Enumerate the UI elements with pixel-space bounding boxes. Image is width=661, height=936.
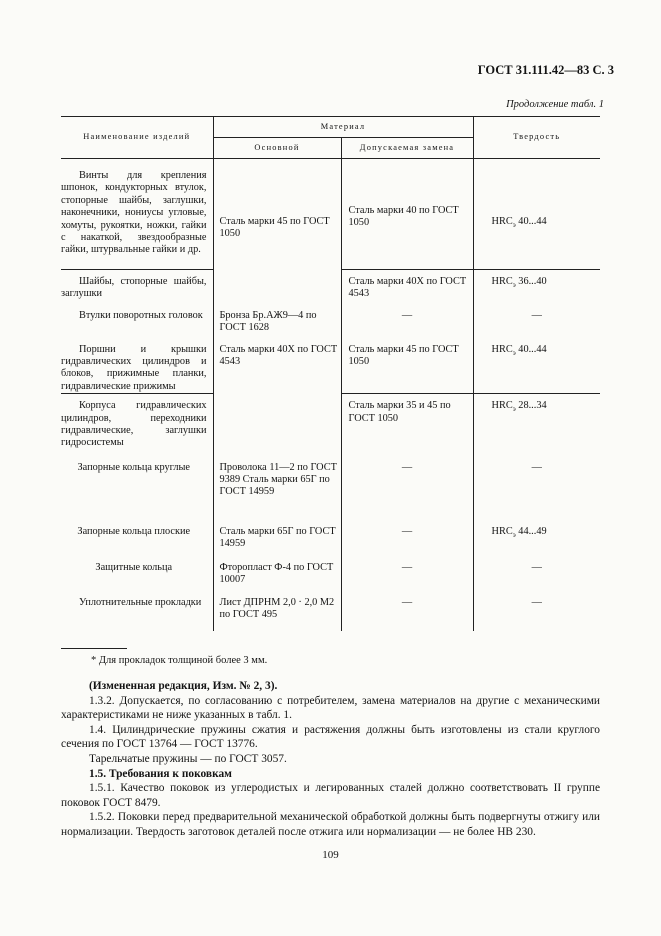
- header-material: Материал: [213, 117, 473, 138]
- cell-hardness: $HRC_э$ 40...44: [473, 159, 600, 270]
- cell-name: Уплотнительные прокладки: [79, 596, 202, 608]
- cell-basic: Проволока 11—2 по ГОСТ 9389 Сталь марки 65Г по ГОСТ 14959: [213, 457, 341, 520]
- cell-name: Поршни и крышки гидравлических цилиндров и блоков, прижимные планки, гидравлические прижимы: [61, 336, 213, 394]
- header-name: Наименование изделий: [83, 132, 191, 142]
- paragraph: Тарельчатые пружины — по ГОСТ 3057.: [89, 752, 287, 765]
- cell-name: Шайбы, стопорные шайбы, заглушки: [61, 276, 207, 300]
- table-row: [61, 520, 600, 558]
- table-row: [61, 302, 600, 336]
- cell-name: Винты для крепления шпонок, кондукторных втулок, стопорные шайбы, заглушки, наконечники, нониусы угловые, хомуты, рукоятки, ножки, гайки с накаткой, звездообразные гайки, штурвальные гайки и др.: [61, 159, 213, 270]
- cell-substitute: —: [341, 591, 473, 631]
- table-row: [61, 336, 600, 394]
- table-row: [61, 457, 600, 520]
- cell-substitute: —: [341, 457, 473, 520]
- cell-name: Защитные кольца: [95, 561, 173, 573]
- paragraph: 1.5.2. Поковки перед предварительной механической обработкой должны быть подвергнуты отжигу или нормализации. Твердость заготовок деталей после отжига или нормализации — не более НВ 230.: [61, 811, 600, 838]
- footnote: * Для прокладок толщиной более 3 мм.: [91, 655, 268, 666]
- cell-substitute: Сталь марки 35 и 45 по ГОСТ 1050: [341, 394, 473, 457]
- cell-basic: Лист ДПРНМ 2,0 · 2,0 М2 по ГОСТ 495: [213, 591, 341, 631]
- cell-substitute: Сталь марки 45 по ГОСТ 1050: [341, 336, 473, 394]
- page-number: 109: [322, 849, 339, 861]
- table-row: [61, 159, 600, 270]
- cell-basic: Фторопласт Ф-4 по ГОСТ 10007: [213, 558, 341, 591]
- table-row: [61, 591, 600, 631]
- cell-substitute: —: [341, 520, 473, 558]
- cell-hardness: —: [473, 302, 600, 336]
- cell-substitute: Сталь марки 40Х по ГОСТ 4543: [341, 270, 473, 302]
- materials-table: [61, 116, 600, 631]
- cell-substitute: —: [341, 302, 473, 336]
- cell-name: Корпуса гидравлических цилиндров, переходники гидравлические, заглушки гидросистемы: [61, 400, 207, 449]
- paragraph: 1.4. Цилиндрические пружины сжатия и растяжения должны быть изготовлены из стали круглого сечения по ГОСТ 13764 — ГОСТ 13776.: [61, 723, 600, 751]
- footnote-rule: [61, 648, 127, 649]
- header-basic: Основной: [213, 138, 341, 159]
- document-header: ГОСТ 31.111.42—83 С. 3: [477, 63, 614, 77]
- cell-substitute: Сталь марки 40 по ГОСТ 1050: [341, 159, 473, 270]
- cell-hardness: $HRC_э$ 40...44: [473, 336, 600, 394]
- cell-hardness: $HRC_э$ 36...40: [473, 270, 600, 302]
- cell-basic: Бронза Бр.АЖ9—4 по ГОСТ 1628: [213, 302, 341, 336]
- cell-name: Запорные кольца плоские: [77, 525, 191, 537]
- cell-basic: Сталь марки 65Г по ГОСТ 14959: [213, 520, 341, 558]
- paragraph: 1.3.2. Допускается, по согласованию с потребителем, замена материалов на другие с механическими характеристиками не ниже указанных в табл. 1.: [61, 694, 600, 722]
- header-substitute: Допускаемая замена: [341, 138, 473, 159]
- cell-name: Втулки поворотных головок: [79, 309, 203, 321]
- cell-name: Запорные кольца круглые: [77, 461, 190, 473]
- cell-basic: Сталь марки 40Х по ГОСТ 4543: [213, 336, 341, 457]
- cell-hardness: $HRC_э$ 44...49: [473, 520, 600, 558]
- header-hardness: Твердость: [473, 117, 600, 159]
- table-continuation-label: Продолжение табл. 1: [506, 99, 604, 110]
- cell-substitute: —: [341, 558, 473, 591]
- cell-basic: Сталь марки 45 по ГОСТ 1050: [213, 159, 341, 302]
- table-row: [61, 558, 600, 591]
- body-text: [61, 679, 600, 840]
- cell-hardness: —: [473, 457, 600, 520]
- cell-hardness: —: [473, 591, 600, 631]
- amendment-note: (Измененная редакция, Изм. № 2, 3).: [89, 680, 278, 692]
- cell-hardness: —: [473, 558, 600, 591]
- paragraph: 1.5.1. Качество поковок из углеродистых и легированных сталей должно соответствовать II группе поковок ГОСТ 8479.: [61, 782, 600, 809]
- cell-hardness: $HRC_э$ 28...34: [473, 394, 600, 457]
- section-heading: 1.5. Требования к поковкам: [89, 767, 232, 780]
